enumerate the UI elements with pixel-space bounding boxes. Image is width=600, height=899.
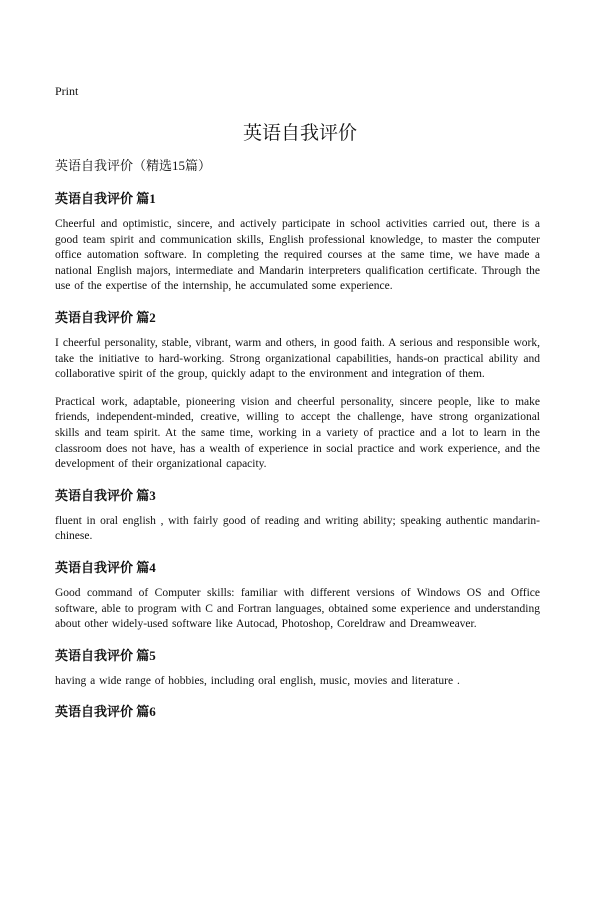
section-paragraph: Good command of Computer skills: familiar with different versions of Windows OS and Office software, able to program with C and Fortran languages, obtained some experience and understanding about other widely-used software like Autocad, Photoshop, Coreldraw and Dreamweaver. bbox=[55, 586, 540, 631]
document-content bbox=[55, 155, 540, 730]
section-heading: 英语自我评价 篇4 bbox=[55, 559, 156, 575]
section-heading: 英语自我评价 篇1 bbox=[55, 191, 156, 206]
section-6 bbox=[55, 701, 540, 720]
section-paragraph: Cheerful and optimistic, sincere, and actively participate in school activities carried out, there is a good team spirit and communication skills, English professional knowledge, to master the computer office automation software. In completing the required courses at the same time, we have made a national English majors, intermediate and Mandarin interpreters qualification certificate. Through the use of the expertise of the internship, he accumulated some experience. bbox=[55, 218, 540, 293]
section-paragraph: having a wide range of hobbies, including oral english, music, movies and literature . bbox=[55, 674, 460, 687]
document-title: 英语自我评价 bbox=[242, 123, 357, 144]
section-heading: 英语自我评价 篇3 bbox=[55, 487, 156, 503]
section-heading: 英语自我评价 篇6 bbox=[55, 704, 156, 720]
section-paragraph: I cheerful personality, stable, vibrant, warm and others, in good faith. A serious and responsible work, take the initiative to hard-working. Strong organizational capabilities, hands-on practical ability and collaborative spirit of the group, quickly adapt to the environment and integration of them. bbox=[55, 336, 540, 381]
document-subtitle: 英语自我评价（精选15篇） bbox=[55, 158, 212, 173]
section-paragraph: Practical work, adaptable, pioneering vision and cheerful personality, sincere people, like to make friends, independent-minded, creative, willing to accept the challenge, have strong organizational skills and team spirit. At the same time, working in a variety of practice and a lot to learn in the classroom does not have, has a wealth of experience in social practice and work experience, and the development of their organizational capacity. bbox=[55, 395, 540, 471]
section-paragraph: fluent in oral english , with fairly good of reading and writing ability; speaking authentic mandarin-chinese. bbox=[55, 514, 540, 543]
section-heading: 英语自我评价 篇2 bbox=[55, 309, 156, 325]
section-5 bbox=[55, 645, 540, 690]
print-link[interactable]: Print bbox=[55, 84, 79, 98]
section-4 bbox=[55, 557, 540, 633]
section-3 bbox=[55, 485, 540, 545]
section-2 bbox=[55, 307, 540, 473]
section-heading: 英语自我评价 篇5 bbox=[55, 647, 156, 663]
section-1 bbox=[55, 188, 540, 295]
